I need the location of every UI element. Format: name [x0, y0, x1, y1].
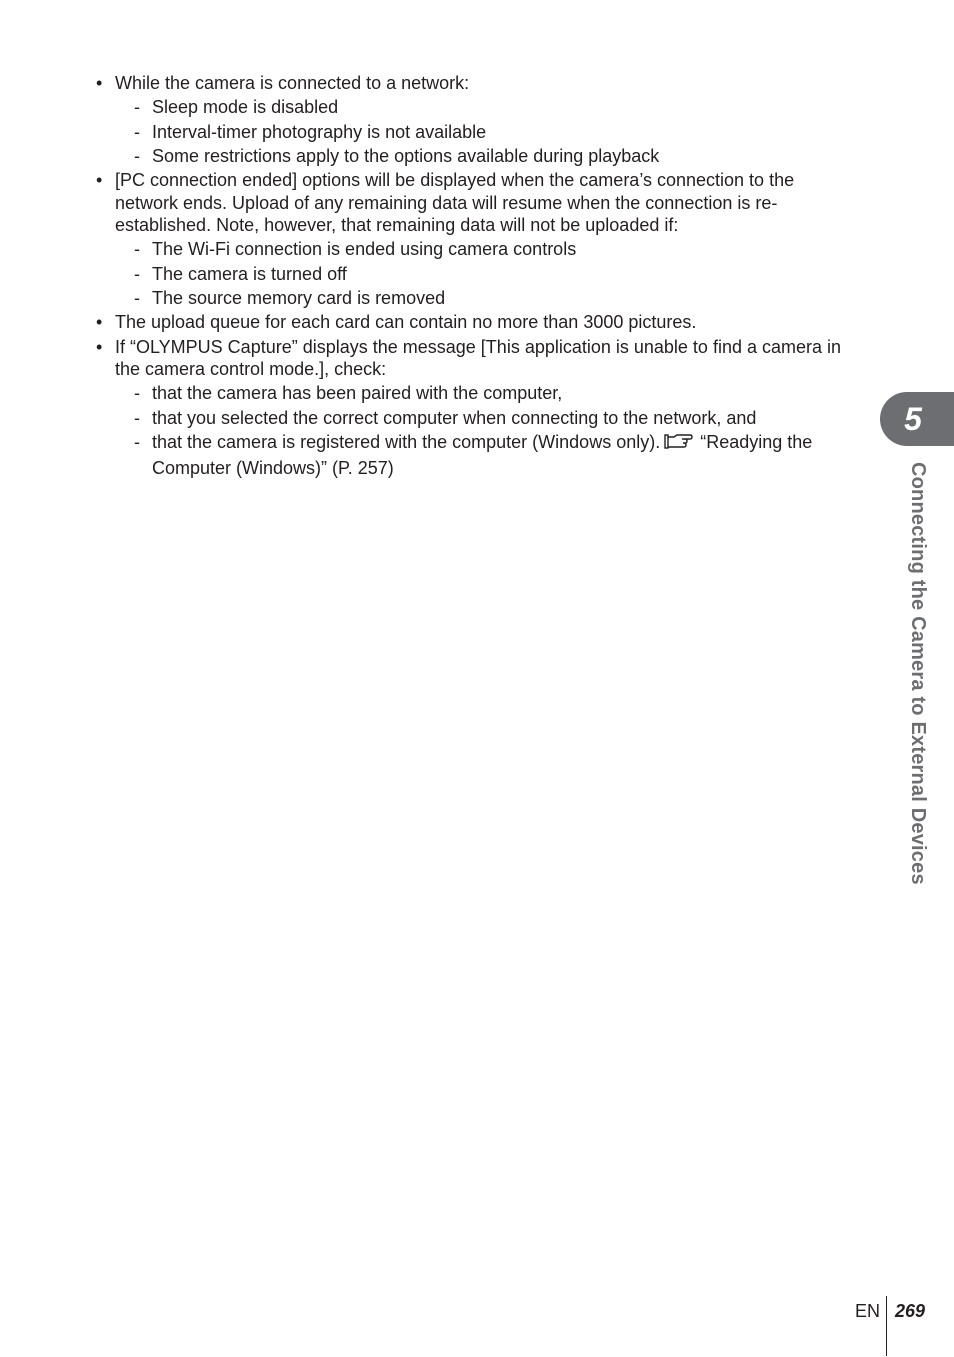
bullet-text: The upload queue for each card can contain no more than 3000 pictures.: [115, 312, 697, 333]
sub-item: [115, 382, 844, 405]
dash-mark: -: [134, 121, 140, 142]
sub-text-before-reference: that the camera is registered with the computer (Windows only).: [152, 432, 661, 453]
sub-item: [115, 287, 844, 310]
sub-text: Sleep mode is disabled: [152, 97, 339, 118]
chapter-tab: [880, 392, 954, 446]
bullet-text: While the camera is connected to a network:: [115, 73, 470, 93]
bullet-text: If “OLYMPUS Capture” displays the message [This application is unable to find a camera in the camera control mode.], check:: [115, 336, 842, 380]
sub-text: The camera is turned off: [152, 263, 347, 284]
sub-list: [115, 382, 844, 479]
sub-text: that you selected the correct computer when connecting to the network, and: [152, 407, 757, 428]
sub-list: [115, 96, 844, 167]
sub-item: [115, 238, 844, 261]
page-number: 269: [895, 1301, 926, 1321]
sub-text: Some restrictions apply to the options available during playback: [152, 145, 660, 166]
dash-mark: -: [134, 239, 140, 260]
dash-mark: -: [134, 383, 140, 404]
footer-divider: [886, 1296, 887, 1356]
bullet-mark: •: [96, 170, 103, 191]
dash-mark: -: [134, 432, 140, 453]
sub-item: [115, 431, 844, 479]
dash-mark: -: [134, 97, 140, 118]
bullet-list: [96, 72, 844, 479]
sub-item: [115, 145, 844, 168]
chapter-number: 5: [904, 401, 922, 437]
sub-item: [115, 407, 844, 430]
sub-item: [115, 96, 844, 119]
bullet-item: [96, 311, 844, 334]
bullet-item: [96, 336, 844, 479]
sub-text: Interval-timer photography is not available: [152, 121, 487, 142]
chapter-title: Connecting the Camera to External Devices: [907, 462, 929, 885]
dash-mark: -: [134, 263, 140, 284]
sub-item: [115, 263, 844, 286]
sub-text-reference: “Readying the Computer (Windows)” (P. 257): [152, 432, 813, 478]
sub-text: The Wi-Fi connection is ended using camera controls: [152, 239, 577, 260]
footer-language: EN: [855, 1301, 881, 1321]
sub-item: [115, 121, 844, 144]
bullet-item: [96, 169, 844, 309]
main-content: [96, 72, 844, 481]
sub-text: that the camera has been paired with the computer,: [152, 383, 563, 404]
dash-mark: -: [134, 288, 140, 309]
bullet-mark: •: [96, 73, 103, 93]
sub-list: [115, 238, 844, 309]
bullet-text: [PC connection ended] options will be displayed when the camera’s connection to the network ends. Upload of any remaining data will resume when the connection is re-established. Note, however, that remaining data will not be uploaded if:: [115, 170, 795, 236]
bullet-item: [96, 72, 844, 167]
dash-mark: -: [134, 407, 140, 428]
dash-mark: -: [134, 145, 140, 166]
bullet-mark: •: [96, 312, 103, 333]
bullet-mark: •: [96, 336, 103, 357]
sub-text: The source memory card is removed: [152, 288, 446, 309]
pointing-hand-reference-icon: [664, 433, 694, 457]
